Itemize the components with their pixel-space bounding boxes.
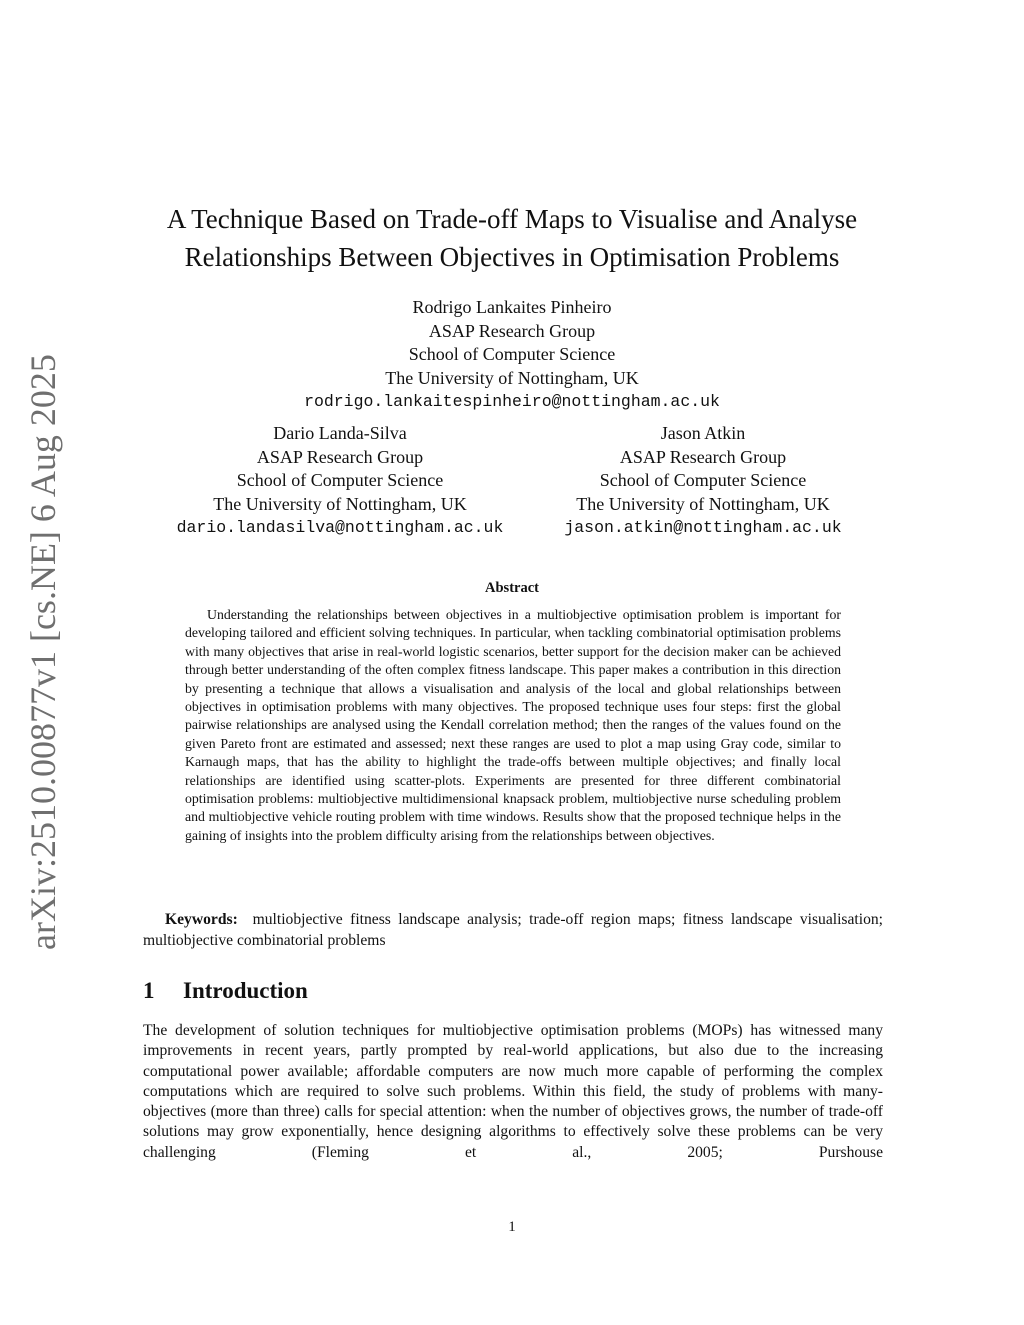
- keywords-label: Keywords:: [165, 911, 238, 928]
- author-email: jason.atkin@nottingham.ac.uk: [564, 518, 842, 537]
- abstract-text: Understanding the relationships between objectives in a multiobjective optimisation problem is important for developing tailored and efficient solving techniques. In particular, when tackling combinatorial optimisation problems with many objectives that arise in real-world logistic scenarios, better support for the decision maker can be achieved through better understanding of the often complex fitness landscape. This paper makes a contribution in this direction by presenting a technique that allows a visualisation and analysis of the local and global relationships between objectives in optimisation problems with many objectives. The proposed technique uses four steps: first the global pairwise relationships are analysed using the Kendall correlation method; then the ranges of the values found on the given Pareto front are estimated and assessed; next these ranges are used to plot a map using Gray code, similar to Karnaugh maps, that has the ability to highlight the trade-offs between multiple objectives; and finally local relationships are identified using scatter-plots. Experiments are presented for three different combinatorial optimisation problems: multiobjective multidimensional knapsack problem, multiobjective nurse scheduling problem and multiobjective vehicle routing problem with time windows. Results show that the proposed technique helps in the gaining of insights into the problem difficulty arising from the relationships between objectives.: [185, 607, 841, 843]
- author-name: Dario Landa-Silva: [273, 423, 407, 443]
- section-title: Introduction: [183, 978, 308, 1003]
- author-email: rodrigo.lankaitespinheiro@nottingham.ac.uk: [304, 392, 720, 411]
- author-school: School of Computer Science: [408, 344, 616, 364]
- keywords-text: multiobjective fitness landscape analysis; trade-off region maps; fitness landscape visualisation; multiobjective combinatorial problems: [143, 911, 883, 949]
- author-name: Jason Atkin: [660, 423, 746, 443]
- author-school: School of Computer Science: [236, 470, 444, 490]
- author-block-2: [140, 422, 540, 540]
- section-number: 1: [143, 978, 155, 1003]
- paper-title-line-1: A Technique Based on Trade-off Maps to Visualise and Analyse: [166, 204, 858, 234]
- arxiv-identifier: arXiv:2510.00877v1 [cs.NE] 6 Aug 2025: [23, 354, 63, 950]
- author-university: The University of Nottingham, UK: [213, 493, 467, 514]
- paper-title-line-2: Relationships Between Objectives in Optimisation Problems: [184, 242, 840, 272]
- author-block-3: [503, 422, 903, 540]
- author-name: Rodrigo Lankaites Pinheiro: [412, 297, 612, 317]
- author-group: ASAP Research Group: [619, 446, 787, 467]
- paper-title: [100, 200, 924, 276]
- abstract-heading: Abstract: [485, 580, 539, 596]
- author-block-1: [262, 296, 762, 414]
- page-number: 1: [508, 1219, 516, 1235]
- author-university: The University of Nottingham, UK: [576, 493, 830, 514]
- section-heading-introduction: [143, 978, 308, 1004]
- author-email: dario.landasilva@nottingham.ac.uk: [176, 518, 504, 537]
- introduction-text: The development of solution techniques for multiobjective optimisation problems (MOPs) has witnessed many improvements in recent years, partly prompted by real-world applications, but also due to the increasing computational power available; affordable computers are now much more capable of performing the complex computations which are required to solve such problems. Within this field, the study of problems with many-objectives (more than three) calls for special attention: when the number of objectives grows, the number of trade-off solutions may grow exponentially, hence designing algorithms to effectively solve these problems can be very challenging (Fleming et al., 2005; Purshouse: [143, 1022, 883, 1161]
- keywords-paragraph: [143, 910, 883, 951]
- author-group: ASAP Research Group: [428, 320, 596, 341]
- author-group: ASAP Research Group: [256, 446, 424, 467]
- author-university: The University of Nottingham, UK: [385, 367, 639, 388]
- author-school: School of Computer Science: [599, 470, 807, 490]
